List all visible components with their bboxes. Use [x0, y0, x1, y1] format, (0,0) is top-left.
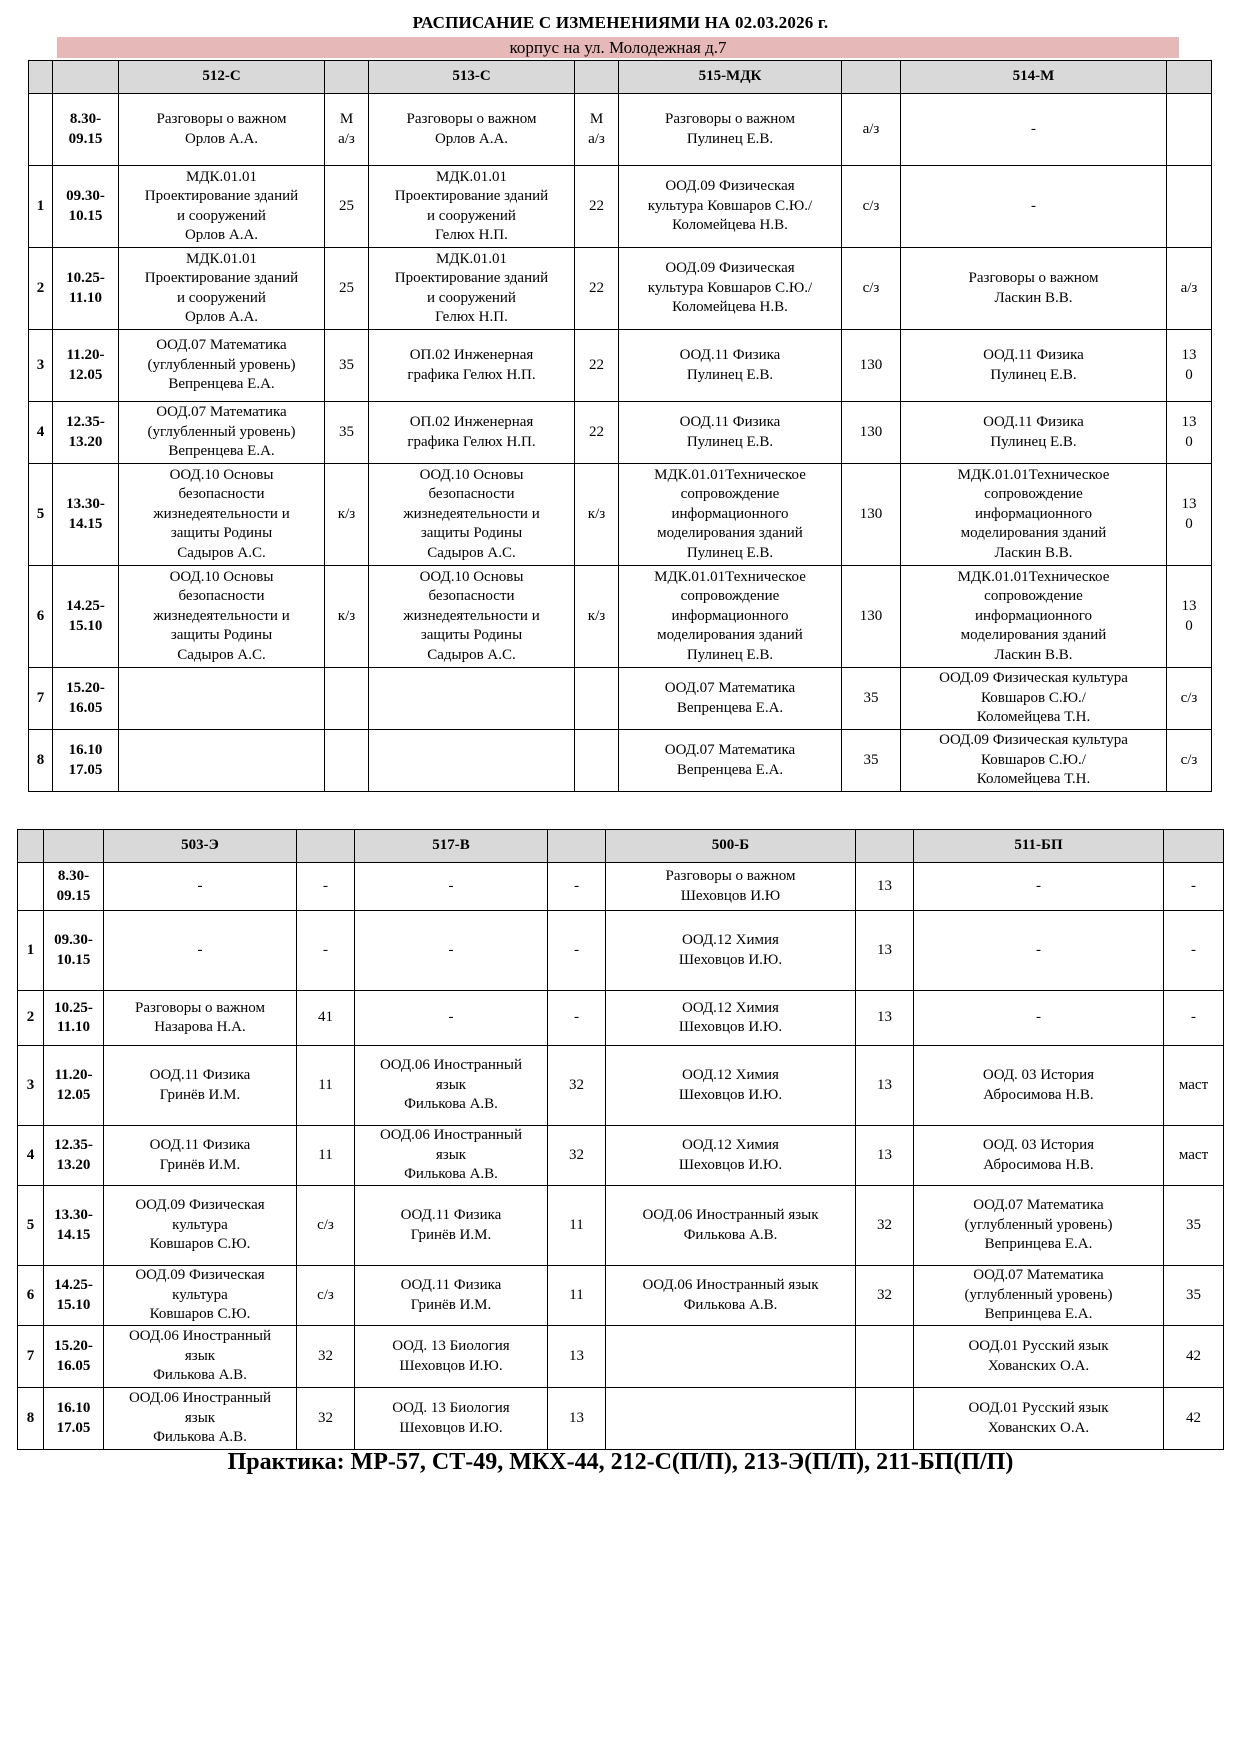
lesson-time: 09.30- 10.15	[44, 911, 104, 991]
table-row	[29, 94, 1212, 166]
lesson-room: с/з	[297, 1186, 355, 1266]
room-header	[325, 61, 369, 94]
lesson-room: 11	[297, 1046, 355, 1126]
lesson-subject: МДК.01.01Техническое сопровождение информационного моделирования зданий Пулинец Е.В.	[619, 464, 842, 566]
lesson-room: М а/з	[575, 94, 619, 166]
lesson-subject: ООД. 13 Биология Шеховцов И.Ю.	[355, 1388, 548, 1450]
lesson-room: 32	[856, 1186, 914, 1266]
table-row	[29, 166, 1212, 248]
lesson-number	[29, 94, 53, 166]
lesson-time: 15.20- 16.05	[44, 1326, 104, 1388]
table-row	[18, 1046, 1224, 1126]
group-header: 503-Э	[104, 830, 297, 863]
lesson-room: 11	[297, 1126, 355, 1186]
lesson-subject: ООД.09 Физическая культура Ковшаров С.Ю./ Коломейцева Т.Н.	[901, 730, 1167, 792]
lesson-subject	[369, 730, 575, 792]
lesson-subject	[606, 1388, 856, 1450]
lesson-room	[856, 1388, 914, 1450]
lesson-room: 130	[842, 464, 901, 566]
lesson-time: 16.10 17.05	[53, 730, 119, 792]
lesson-time: 15.20- 16.05	[53, 668, 119, 730]
lesson-room: 13	[856, 1126, 914, 1186]
lesson-room: 32	[297, 1326, 355, 1388]
lesson-subject: ООД.07 Математика (углубленный уровень) Вепренцева Е.А.	[119, 330, 325, 402]
lesson-subject: ООД.10 Основы безопасности жизнедеятельности и защиты Родины Садыров А.С.	[119, 566, 325, 668]
lesson-number: 5	[18, 1186, 44, 1266]
lesson-subject: МДК.01.01 Проектирование зданий и сооружений Гелюх Н.П.	[369, 166, 575, 248]
room-header	[1167, 61, 1212, 94]
lesson-subject: ООД.11 Физика Пулинец Е.В.	[619, 402, 842, 464]
lesson-number: 3	[18, 1046, 44, 1126]
lesson-subject: ООД.09 Физическая культура Ковшаров С.Ю./ Коломейцева Н.В.	[619, 166, 842, 248]
lesson-subject: ОП.02 Инженерная графика Гелюх Н.П.	[369, 330, 575, 402]
lesson-time: 14.25- 15.10	[44, 1266, 104, 1326]
table-row	[29, 566, 1212, 668]
lesson-subject: МДК.01.01Техническое сопровождение информационного моделирования зданий Ласкин В.В.	[901, 464, 1167, 566]
lesson-room: 13 0	[1167, 464, 1212, 566]
lesson-subject: ООД.06 Иностранный язык Филькова А.В.	[606, 1266, 856, 1326]
table-row	[18, 863, 1224, 911]
lesson-room: 32	[548, 1046, 606, 1126]
table-row	[18, 1186, 1224, 1266]
lesson-subject: Разговоры о важном Назарова Н.А.	[104, 991, 297, 1046]
lesson-number: 5	[29, 464, 53, 566]
lesson-room: 32	[548, 1126, 606, 1186]
lesson-room: 13 0	[1167, 402, 1212, 464]
lesson-room: 13	[548, 1388, 606, 1450]
lesson-room	[575, 730, 619, 792]
lesson-subject: Разговоры о важном Орлов А.А.	[119, 94, 325, 166]
group-header: 515-МДК	[619, 61, 842, 94]
lesson-time: 13.30- 14.15	[44, 1186, 104, 1266]
lesson-room: с/з	[1167, 730, 1212, 792]
lesson-room: 32	[297, 1388, 355, 1450]
lesson-room: 130	[842, 330, 901, 402]
lesson-time: 10.25- 11.10	[53, 248, 119, 330]
lesson-subject: ООД.11 Физика Пулинец Е.В.	[901, 402, 1167, 464]
lesson-time: 12.35- 13.20	[44, 1126, 104, 1186]
lesson-subject: ООД.10 Основы безопасности жизнедеятельности и защиты Родины Садыров А.С.	[369, 566, 575, 668]
lesson-room: 25	[325, 166, 369, 248]
group-header: 513-С	[369, 61, 575, 94]
lesson-room: 41	[297, 991, 355, 1046]
lesson-room: 13 0	[1167, 566, 1212, 668]
lesson-subject: ООД.07 Математика (углубленный уровень) Вепринцева Е.А.	[914, 1266, 1164, 1326]
lesson-subject: ООД.10 Основы безопасности жизнедеятельности и защиты Родины Садыров А.С.	[369, 464, 575, 566]
lesson-number: 8	[18, 1388, 44, 1450]
lesson-room: -	[1164, 991, 1224, 1046]
table-row	[29, 402, 1212, 464]
lesson-room: 22	[575, 402, 619, 464]
lesson-time: 11.20- 12.05	[44, 1046, 104, 1126]
group-header: 517-В	[355, 830, 548, 863]
lesson-room: к/з	[325, 464, 369, 566]
lesson-subject	[369, 668, 575, 730]
lesson-room: маст	[1164, 1126, 1224, 1186]
lesson-subject: -	[901, 94, 1167, 166]
lesson-subject: ООД.06 Иностранный язык Филькова А.В.	[104, 1326, 297, 1388]
lesson-room: 13 0	[1167, 330, 1212, 402]
room-header	[297, 830, 355, 863]
lesson-room: -	[548, 863, 606, 911]
lesson-room: маст	[1164, 1046, 1224, 1126]
header-row	[18, 830, 1224, 863]
lesson-room	[325, 668, 369, 730]
room-header	[856, 830, 914, 863]
table-row	[29, 668, 1212, 730]
table-row	[18, 911, 1224, 991]
lesson-room: 130	[842, 566, 901, 668]
room-header	[575, 61, 619, 94]
table-row	[18, 991, 1224, 1046]
practice-note: Практика: МР-57, СТ-49, МКХ-44, 212-С(П/П), 213-Э(П/П), 211-БП(П/П)	[227, 1449, 1014, 1475]
lesson-room: 35	[842, 668, 901, 730]
lesson-number: 6	[29, 566, 53, 668]
lesson-subject: ООД.12 Химия Шеховцов И.Ю.	[606, 991, 856, 1046]
lesson-room: а/з	[1167, 248, 1212, 330]
lesson-subject	[119, 730, 325, 792]
lesson-subject: ООД.07 Математика (углубленный уровень) Вепринцева Е.А.	[914, 1186, 1164, 1266]
table-row	[18, 1266, 1224, 1326]
lesson-subject: -	[355, 991, 548, 1046]
lesson-number: 4	[29, 402, 53, 464]
lesson-subject	[119, 668, 325, 730]
lesson-subject: ООД.11 Физика Гринёв И.М.	[104, 1046, 297, 1126]
lesson-number: 3	[29, 330, 53, 402]
lesson-number: 7	[18, 1326, 44, 1388]
lesson-subject: Разговоры о важном Пулинец Е.В.	[619, 94, 842, 166]
lesson-room: 32	[856, 1266, 914, 1326]
lesson-subject: ООД.11 Физика Гринёв И.М.	[355, 1186, 548, 1266]
group-header: 512-С	[119, 61, 325, 94]
lesson-room: -	[1164, 863, 1224, 911]
lesson-subject: МДК.01.01Техническое сопровождение информационного моделирования зданий Ласкин В.В.	[901, 566, 1167, 668]
lesson-subject: ООД.06 Иностранный язык Филькова А.В.	[606, 1186, 856, 1266]
lesson-subject: -	[914, 991, 1164, 1046]
lesson-time: 14.25- 15.10	[53, 566, 119, 668]
lesson-subject: ОП.02 Инженерная графика Гелюх Н.П.	[369, 402, 575, 464]
lesson-subject: ООД. 13 Биология Шеховцов И.Ю.	[355, 1326, 548, 1388]
lesson-subject: ООД.10 Основы безопасности жизнедеятельности и защиты Родины Садыров А.С.	[119, 464, 325, 566]
lesson-subject: Разговоры о важном Ласкин В.В.	[901, 248, 1167, 330]
lesson-number: 1	[29, 166, 53, 248]
lesson-subject	[606, 1326, 856, 1388]
schedule-table-2	[17, 829, 1224, 1450]
lesson-subject: -	[901, 166, 1167, 248]
lesson-room: 35	[1164, 1266, 1224, 1326]
schedule-table-1	[28, 60, 1212, 792]
table-row	[18, 1326, 1224, 1388]
lesson-room: а/з	[842, 94, 901, 166]
lesson-subject: Разговоры о важном Орлов А.А.	[369, 94, 575, 166]
lesson-room	[1167, 166, 1212, 248]
lesson-number: 1	[18, 911, 44, 991]
lesson-room: 22	[575, 330, 619, 402]
header-row	[29, 61, 1212, 94]
lesson-room	[856, 1326, 914, 1388]
lesson-room: 13	[548, 1326, 606, 1388]
room-header	[1164, 830, 1224, 863]
lesson-subject: МДК.01.01Техническое сопровождение информационного моделирования зданий Пулинец Е.В.	[619, 566, 842, 668]
lesson-room: с/з	[1167, 668, 1212, 730]
lesson-room: 22	[575, 248, 619, 330]
lesson-number: 2	[18, 991, 44, 1046]
table-row	[29, 730, 1212, 792]
table-row	[29, 330, 1212, 402]
table-row	[18, 1388, 1224, 1450]
lesson-subject: ООД.09 Физическая культура Ковшаров С.Ю./ Коломейцева Н.В.	[619, 248, 842, 330]
lesson-room: -	[297, 863, 355, 911]
lesson-room: 13	[856, 911, 914, 991]
lesson-time: 11.20- 12.05	[53, 330, 119, 402]
lesson-subject: ООД.11 Физика Пулинец Е.В.	[619, 330, 842, 402]
lesson-room	[575, 668, 619, 730]
lesson-subject: ООД.06 Иностранный язык Филькова А.В.	[355, 1126, 548, 1186]
lesson-subject: -	[104, 863, 297, 911]
lesson-room: М а/з	[325, 94, 369, 166]
lesson-room: 130	[842, 402, 901, 464]
lesson-room: 42	[1164, 1326, 1224, 1388]
lesson-subject: ООД.07 Математика Вепренцева Е.А.	[619, 668, 842, 730]
lesson-time: 13.30- 14.15	[53, 464, 119, 566]
lesson-subject: МДК.01.01 Проектирование зданий и сооружений Орлов А.А.	[119, 166, 325, 248]
lesson-subject: Разговоры о важном Шеховцов И.Ю	[606, 863, 856, 911]
lesson-room: с/з	[297, 1266, 355, 1326]
lesson-number	[18, 863, 44, 911]
lesson-time: 09.30- 10.15	[53, 166, 119, 248]
lesson-room: 13	[856, 1046, 914, 1126]
lesson-number: 6	[18, 1266, 44, 1326]
lesson-subject: ООД.09 Физическая культура Ковшаров С.Ю./ Коломейцева Т.Н.	[901, 668, 1167, 730]
lesson-room: к/з	[575, 566, 619, 668]
group-header: 500-Б	[606, 830, 856, 863]
lesson-subject: ООД.12 Химия Шеховцов И.Ю.	[606, 911, 856, 991]
lesson-room: 42	[1164, 1388, 1224, 1450]
page-subtitle: корпус на ул. Молодежная д.7	[57, 37, 1179, 58]
lesson-subject: ООД.07 Математика (углубленный уровень) Вепренцева Е.А.	[119, 402, 325, 464]
lesson-subject: МДК.01.01 Проектирование зданий и сооружений Гелюх Н.П.	[369, 248, 575, 330]
lesson-room: 35	[842, 730, 901, 792]
table-row	[29, 248, 1212, 330]
lesson-subject: -	[914, 863, 1164, 911]
lesson-room: 35	[325, 330, 369, 402]
lesson-subject: ООД.09 Физическая культура Ковшаров С.Ю.	[104, 1186, 297, 1266]
lesson-subject: ООД.07 Математика Вепренцева Е.А.	[619, 730, 842, 792]
lesson-subject: ООД.01 Русский язык Хованских О.А.	[914, 1326, 1164, 1388]
lesson-room: 35	[325, 402, 369, 464]
lesson-room: к/з	[575, 464, 619, 566]
lesson-subject: -	[914, 911, 1164, 991]
lesson-room	[325, 730, 369, 792]
lesson-subject: ООД.06 Иностранный язык Филькова А.В.	[104, 1388, 297, 1450]
lesson-time: 12.35- 13.20	[53, 402, 119, 464]
lesson-time: 8.30- 09.15	[53, 94, 119, 166]
lesson-room: 35	[1164, 1186, 1224, 1266]
page-title: РАСПИСАНИЕ С ИЗМЕНЕНИЯМИ НА 02.03.2026 г.	[412, 13, 829, 32]
table-row	[29, 464, 1212, 566]
lesson-subject: -	[355, 911, 548, 991]
lesson-room: 13	[856, 863, 914, 911]
lesson-room	[1167, 94, 1212, 166]
lesson-room: 13	[856, 991, 914, 1046]
lesson-room: -	[548, 991, 606, 1046]
lesson-room: 25	[325, 248, 369, 330]
table-row	[18, 1126, 1224, 1186]
lesson-number: 4	[18, 1126, 44, 1186]
lesson-subject: ООД.11 Физика Гринёв И.М.	[104, 1126, 297, 1186]
room-header	[548, 830, 606, 863]
lesson-room: к/з	[325, 566, 369, 668]
lesson-room: с/з	[842, 166, 901, 248]
lesson-room: -	[1164, 911, 1224, 991]
lesson-subject: ООД.09 Физическая культура Ковшаров С.Ю.	[104, 1266, 297, 1326]
group-header: 511-БП	[914, 830, 1164, 863]
lesson-number: 2	[29, 248, 53, 330]
lesson-subject: ООД.11 Физика Гринёв И.М.	[355, 1266, 548, 1326]
lesson-subject: ООД. 03 История Абросимова Н.В.	[914, 1046, 1164, 1126]
lesson-room: с/з	[842, 248, 901, 330]
lesson-number: 7	[29, 668, 53, 730]
lesson-subject: -	[355, 863, 548, 911]
lesson-room: -	[548, 911, 606, 991]
lesson-subject: ООД.01 Русский язык Хованских О.А.	[914, 1388, 1164, 1450]
lesson-number: 8	[29, 730, 53, 792]
lesson-subject: МДК.01.01 Проектирование зданий и сооружений Орлов А.А.	[119, 248, 325, 330]
lesson-subject: ООД.11 Физика Пулинец Е.В.	[901, 330, 1167, 402]
lesson-subject: ООД. 03 История Абросимова Н.В.	[914, 1126, 1164, 1186]
lesson-subject: ООД.06 Иностранный язык Филькова А.В.	[355, 1046, 548, 1126]
lesson-subject: ООД.12 Химия Шеховцов И.Ю.	[606, 1046, 856, 1126]
room-header	[842, 61, 901, 94]
lesson-time: 16.10 17.05	[44, 1388, 104, 1450]
lesson-room: -	[297, 911, 355, 991]
lesson-subject: -	[104, 911, 297, 991]
lesson-subject: ООД.12 Химия Шеховцов И.Ю.	[606, 1126, 856, 1186]
lesson-room: 22	[575, 166, 619, 248]
lesson-time: 8.30- 09.15	[44, 863, 104, 911]
group-header: 514-М	[901, 61, 1167, 94]
lesson-room: 11	[548, 1266, 606, 1326]
lesson-time: 10.25- 11.10	[44, 991, 104, 1046]
lesson-room: 11	[548, 1186, 606, 1266]
